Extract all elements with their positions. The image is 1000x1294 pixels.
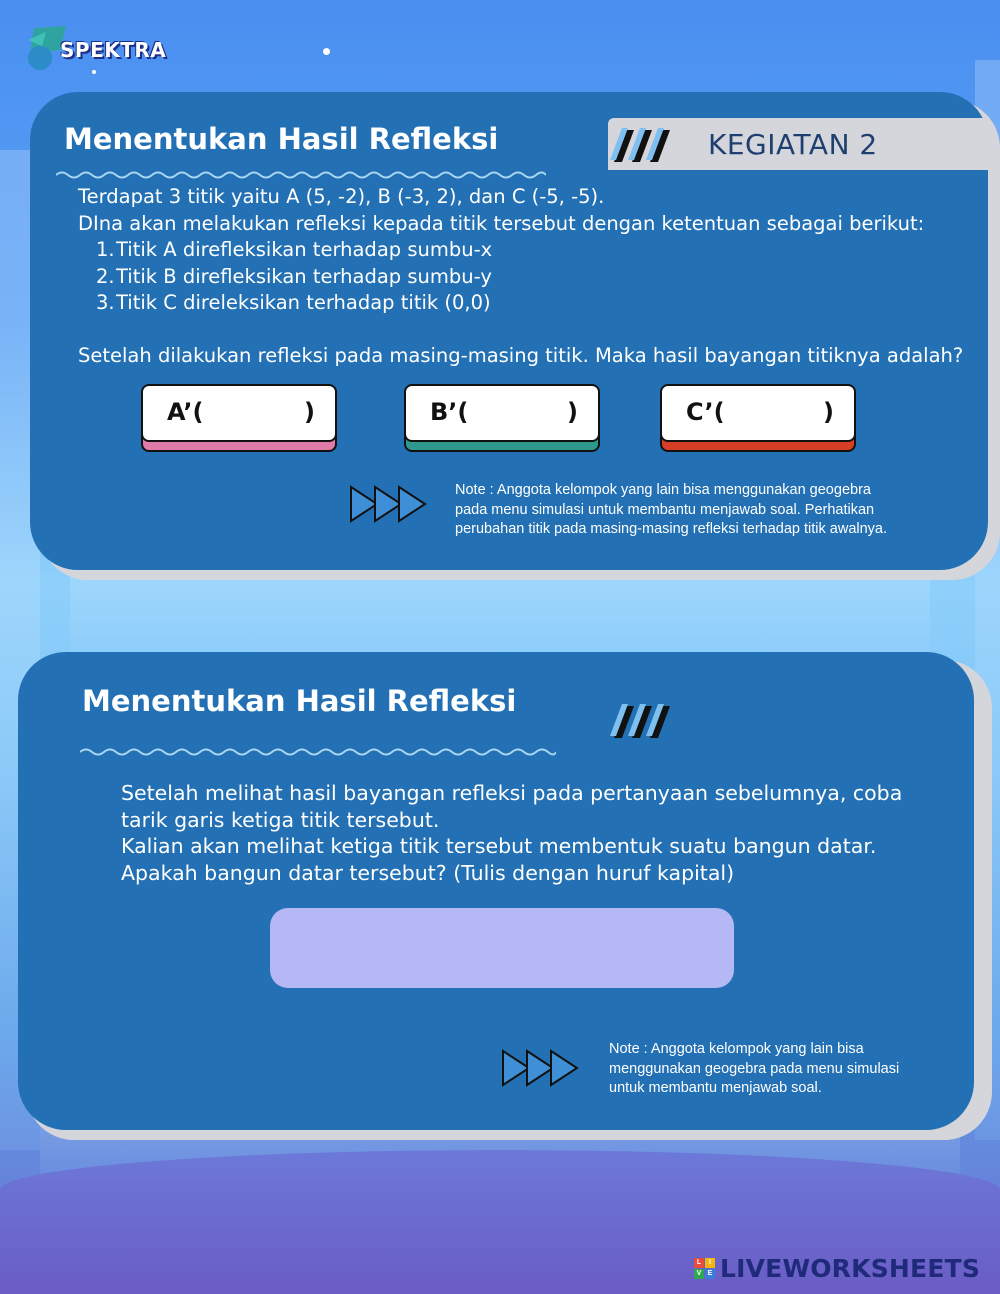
answer-b-label: B’(	[430, 398, 469, 426]
activity2-line: tarik garis ketiga titik tersebut.	[121, 807, 440, 832]
slash-decoration-icon	[600, 126, 680, 166]
list-number: 2.	[96, 264, 115, 288]
activity2-line: Setelah melihat hasil bayangan refleksi pada pertanyaan sebelumnya, coba	[121, 781, 903, 805]
answer-c-close-paren: )	[823, 398, 834, 426]
activity2-note	[609, 1040, 899, 1099]
activity-badge	[608, 118, 990, 170]
activity-badge-label: KEGIATAN 2	[708, 128, 878, 161]
triple-arrow-icon	[349, 484, 431, 524]
activity2-title-underline	[80, 747, 556, 757]
spektra-logo	[26, 24, 166, 74]
answer-c-label: C’(	[686, 398, 725, 426]
activity2-body	[121, 780, 902, 886]
answer-b-close-paren: )	[567, 398, 578, 426]
answer-box-a-card	[141, 384, 337, 442]
list-text: Titik A direfleksikan terhadap sumbu-x	[116, 238, 493, 261]
activity2-title: Menentukan Hasil Refleksi	[82, 684, 517, 718]
answer-a-input[interactable]	[207, 396, 303, 432]
sparkle-star	[323, 48, 330, 55]
list-number: 1.	[96, 238, 115, 261]
shape-answer-input[interactable]	[270, 908, 734, 988]
note-line: perubahan titik pada masing-masing refleksi terhadap titik awalnya.	[455, 521, 888, 537]
answer-a-close-paren: )	[304, 398, 315, 426]
answer-c-input[interactable]	[726, 396, 822, 432]
logo-square: V	[694, 1269, 704, 1279]
list-item	[78, 237, 924, 264]
activity1-intro: Terdapat 3 titik yaitu A (5, -2), B (-3, 2), dan C (-5, -5).	[78, 185, 605, 208]
answer-box-a	[141, 384, 337, 452]
slash-decoration-icon	[600, 702, 680, 742]
triple-arrow-icon	[501, 1048, 583, 1088]
note-line: Note : Anggota kelompok yang lain bisa menggunakan geogebra	[455, 482, 871, 498]
answer-box-c	[660, 384, 856, 452]
note-line: pada menu simulasi untuk membantu menjawab soal. Perhatikan	[455, 501, 875, 518]
activity2-line: Kalian akan melihat ketiga titik tersebut membentuk suatu bangun datar.	[121, 834, 877, 858]
liveworksheets-logo-icon	[694, 1258, 716, 1280]
list-item	[78, 290, 924, 317]
list-text: Titik C direleksikan terhadap titik (0,0)	[116, 291, 491, 314]
activity2-line: Apakah bangun datar tersebut? (Tulis dengan huruf kapital)	[121, 860, 735, 885]
answer-b-input[interactable]	[470, 396, 566, 432]
answer-box-b-card	[404, 384, 600, 442]
activity1-instruction: DIna akan melakukan refleksi kepada titik tersebut dengan ketentuan sebagai berikut:	[78, 211, 925, 235]
activity1-title: Menentukan Hasil Refleksi	[64, 122, 499, 156]
liveworksheets-logo-text: LIVEWORKSHEETS	[720, 1254, 981, 1283]
list-number: 3.	[96, 291, 115, 314]
list-text: Titik B direfleksikan terhadap sumbu-y	[116, 264, 492, 288]
activity1-note	[455, 481, 887, 540]
note-line: Note : Anggota kelompok yang lain bisa	[609, 1041, 864, 1057]
sparkle-star-small	[92, 70, 96, 74]
liveworksheets-logo	[694, 1254, 994, 1286]
activity1-question: Setelah dilakukan refleksi pada masing-masing titik. Maka hasil bayangan titiknya adalah?	[78, 344, 964, 367]
note-line: menggunakan geogebra pada menu simulasi	[609, 1060, 900, 1077]
note-line: untuk membantu menjawab soal.	[609, 1080, 822, 1096]
activity1-title-underline	[56, 170, 546, 180]
logo-square: E	[705, 1269, 715, 1279]
list-item	[78, 264, 924, 291]
spektra-logo-text: SPEKTRA	[60, 38, 167, 62]
activity1-body	[78, 184, 924, 317]
answer-box-c-card	[660, 384, 856, 442]
answer-a-label: A’(	[167, 398, 204, 426]
logo-square: L	[694, 1258, 704, 1268]
logo-square: I	[705, 1258, 715, 1268]
answer-box-b	[404, 384, 600, 452]
